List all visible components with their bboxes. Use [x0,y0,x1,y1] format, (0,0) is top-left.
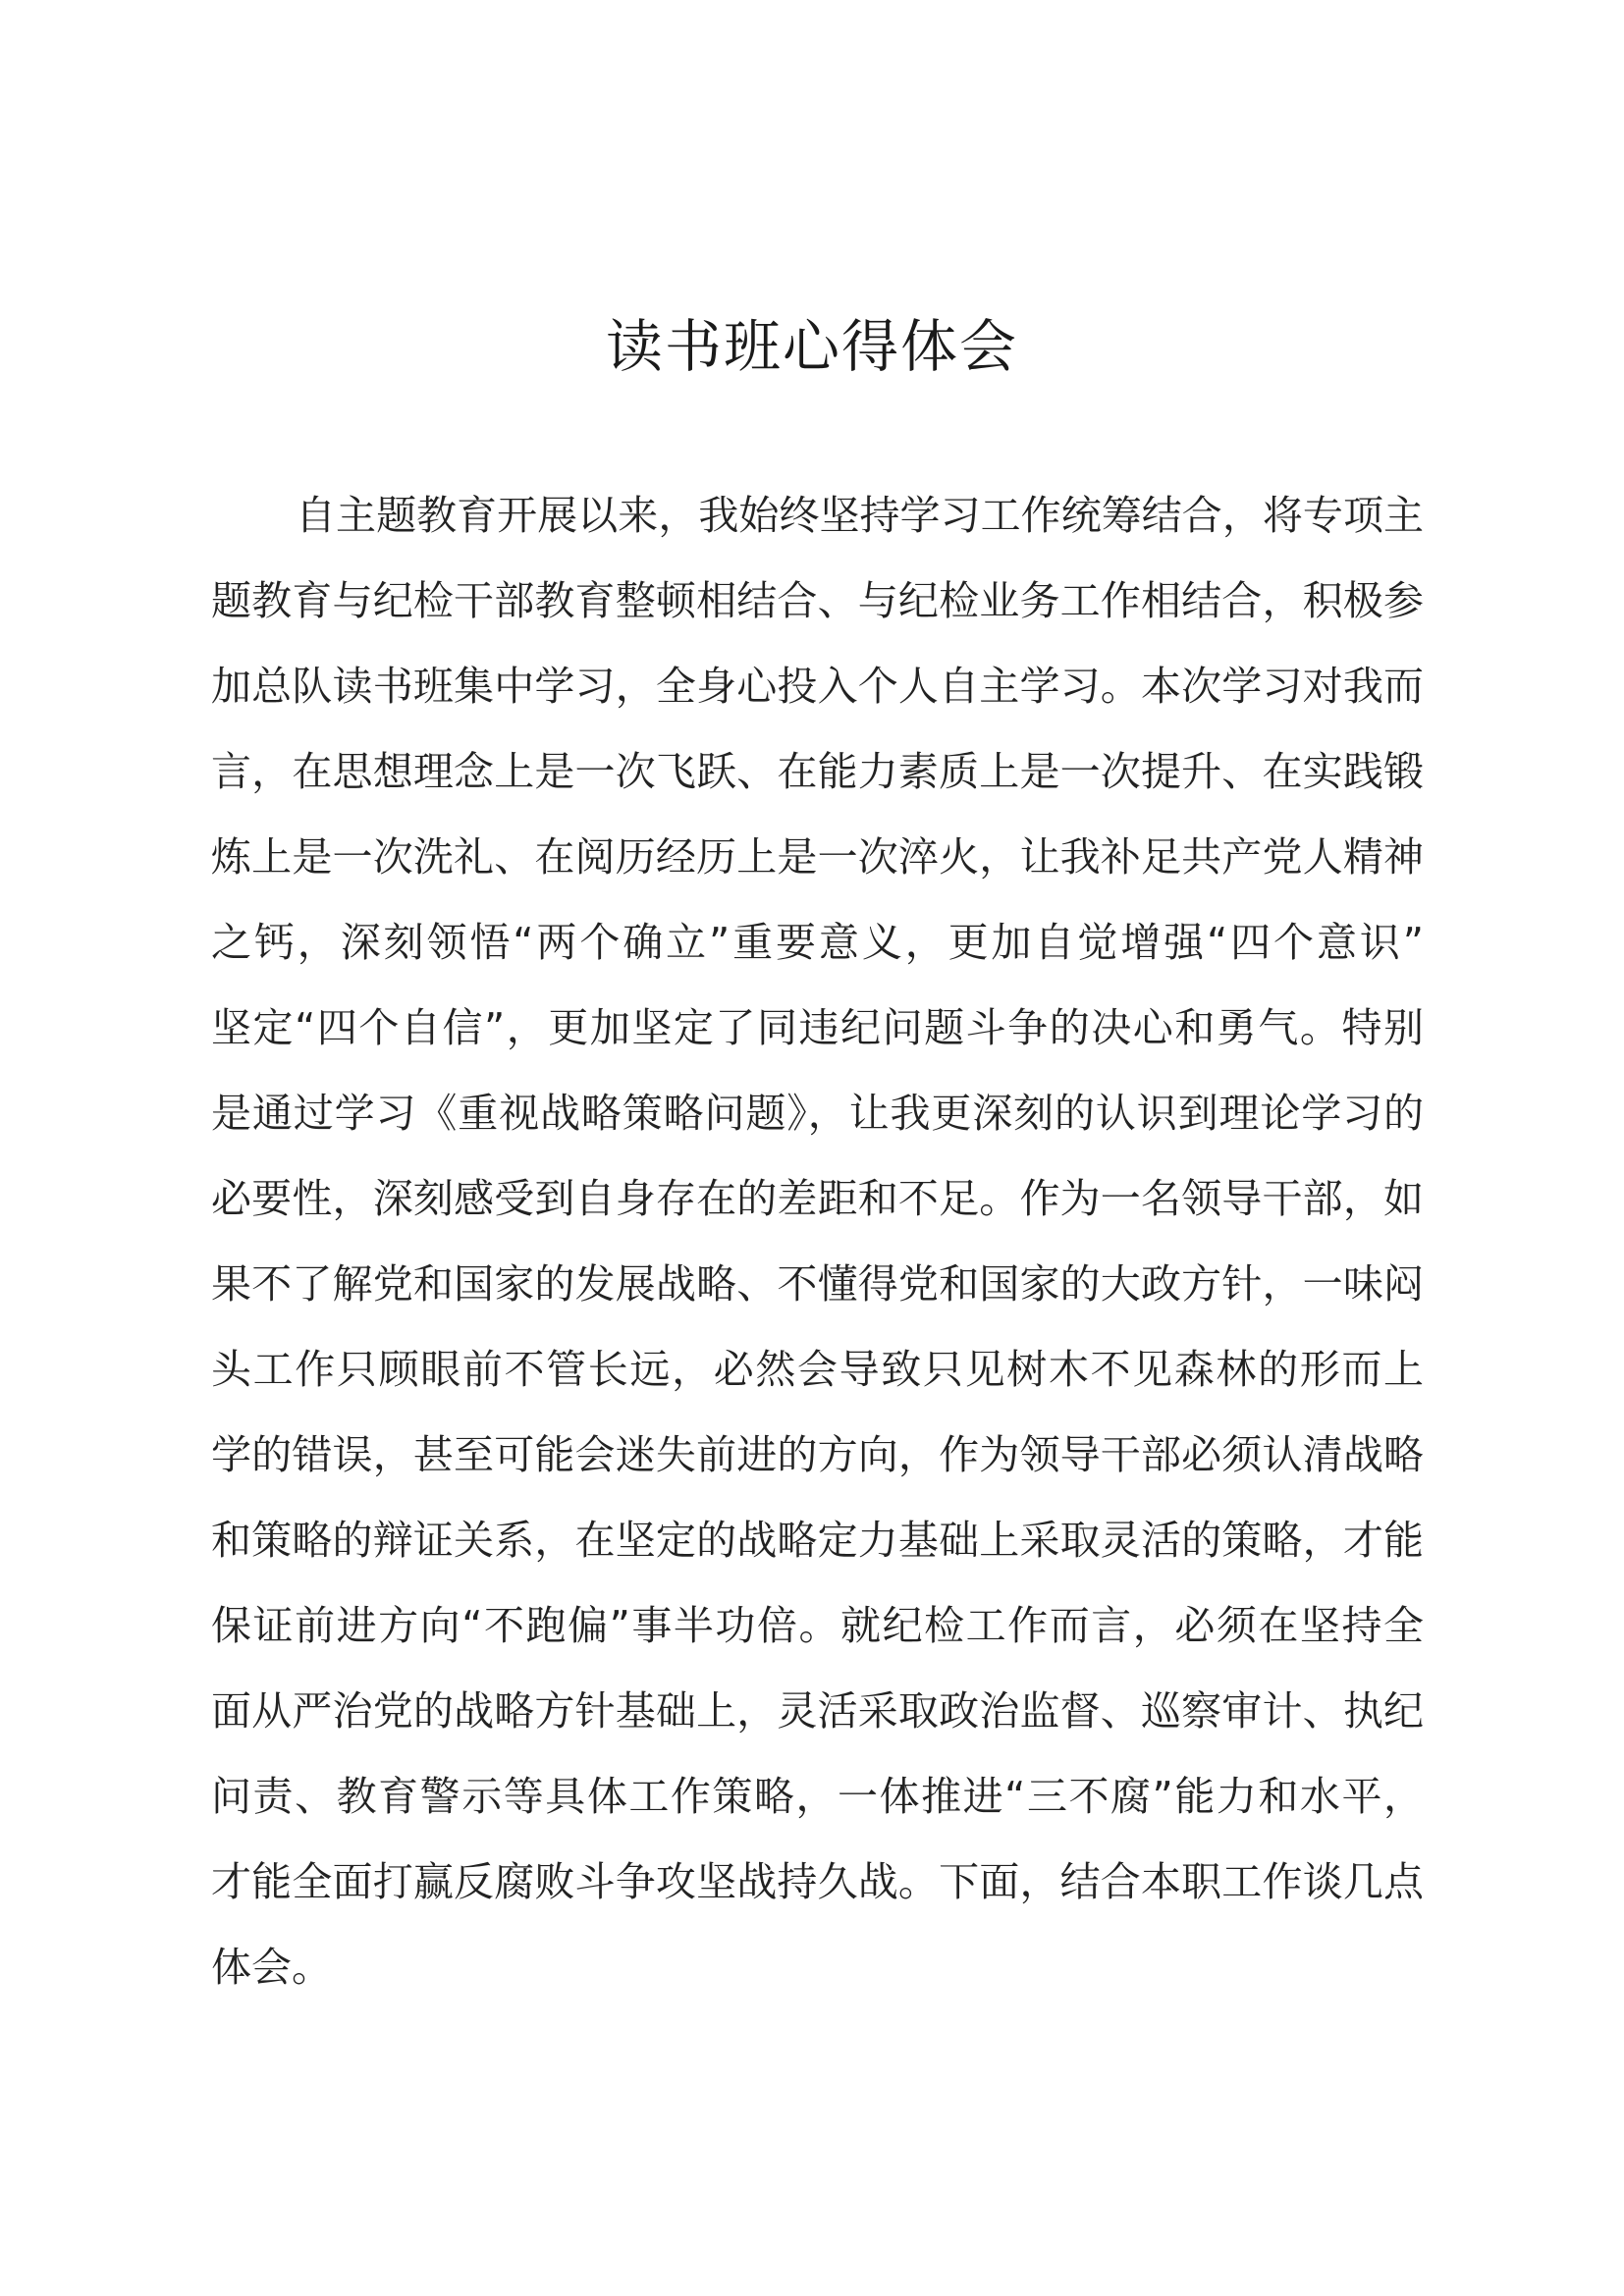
paragraph-line: 和策略的辩证关系，在坚定的战略定力基础上采取灵活的策略，才能 [211,1517,1424,1564]
paragraph-line: 才能全面打赢反腐败斗争攻坚战持久战。下面，结合本职工作谈几点 [211,1858,1424,1905]
paragraph-line: 体会。 [211,1944,332,1991]
paragraph-line: 必要性，深刻感受到自身存在的差距和不足。作为一名领导干部，如 [211,1175,1424,1222]
paragraph-line: 头工作只顾眼前不管长远，必然会导致只见树木不见森林的形而上 [211,1346,1424,1393]
paragraph-line: 之钙，深刻领悟“两个确立”重要意义，更加自觉增强“四个意识” [211,919,1424,966]
paragraph-line: 加总队读书班集中学习，全身心投入个人自主学习。本次学习对我而 [211,663,1424,710]
paragraph-line: 面从严治党的战略方针基础上，灵活采取政治监督、巡察审计、执纪 [211,1687,1424,1735]
paragraph-line: 保证前进方向“不跑偏”事半功倍。就纪检工作而言，必须在坚持全 [211,1602,1424,1649]
paragraph-line: 问责、教育警示等具体工作策略，一体推进“三不腐”能力和水平， [211,1773,1424,1820]
paragraph-line: 言，在思想理念上是一次飞跃、在能力素质上是一次提升、在实践锻 [211,748,1424,795]
document-body-paragraph [211,473,1424,2010]
paragraph-line: 果不了解党和国家的发展战略、不懂得党和国家的大政方针，一味闷 [211,1260,1424,1308]
document-title: 读书班心得体会 [605,313,1018,380]
paragraph-line: 炼上是一次洗礼、在阅历经历上是一次淬火，让我补足共产党人精神 [211,833,1424,881]
paragraph-line: 坚定“四个自信”，更加坚定了同违纪问题斗争的决心和勇气。特别 [211,1004,1424,1051]
paragraph-line: 题教育与纪检干部教育整顿相结合、与纪检业务工作相结合，积极参 [211,577,1424,624]
paragraph-line: 是通过学习《重视战略策略问题》，让我更深刻的认识到理论学习的 [211,1090,1424,1137]
paragraph-line: 学的错误，甚至可能会迷失前进的方向，作为领导干部必须认清战略 [211,1431,1424,1478]
paragraph-line: 自主题教育开展以来，我始终坚持学习工作统筹结合，将专项主 [296,492,1424,539]
